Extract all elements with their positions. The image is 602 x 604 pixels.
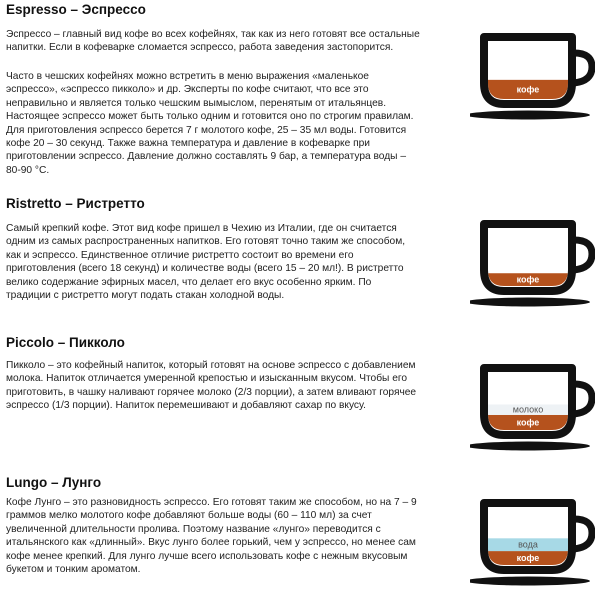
cup-diagram: [470, 216, 595, 311]
cup-handle: [574, 519, 592, 549]
cup-layer-label: кофе: [516, 84, 540, 95]
saucer: [470, 298, 590, 307]
cup-handle: [574, 384, 592, 414]
paragraph: Пикколо – это кофейный напиток, который готовят на основе эспрессо с добавлением молока. Напиток отличается умеренной крепостью и изысканным вкусом. Чтобы его приготовить, в чашку наливают горячее молоко (2/3 порции), а затем вливают горячее эспрессо (1/3 порции). Напиток перемешивают и добавляют сахар по вкусу.: [6, 360, 417, 412]
section-title: Espresso – Эспрессо: [6, 2, 146, 17]
paragraph: Кофе Лунго – это разновидность эспрессо. Его готовят таким же способом, но на 7 – 9 граммов мелко молотого кофе добавляют больше воды (60 – 110 мл) за счет увеличенной длительности пролива. Поэтому название «лунго» переводится с итальянского как «длинный». Вкус лунго более горький, чем у эспрессо, но менее сам кофе менее крепкий. Для лунго лучше всего использовать кофе с нежным вкусовым букетом и тонким ароматом.: [6, 497, 417, 576]
section-title: Piccolo – Пикколо: [6, 335, 125, 350]
saucer: [470, 442, 590, 451]
paragraph: Эспрессо – главный вид кофе во всех кофейнях, так как из него готовят все остальные напитки. Если в кофеварке сломается эспрессо, работа заведения застопорится.: [6, 29, 420, 54]
section-title: Ristretto – Ристретто: [6, 196, 145, 211]
saucer: [470, 577, 590, 586]
cup-layer-label: вода: [518, 539, 538, 550]
paragraph: Часто в чешских кофейнях можно встретить в меню выражения «маленькое эспрессо», «эспрессо пикколо» и др. Эксперты по кофе считают, что все это неправильно и является только чешским вымыслом, перенятым от итальянцев. Настоящее эспрессо может быть только одним и готовится оно по строгим правилам. Для приготовления эспрессо берется 7 г молотого кофе, 25 – 35 мл воды. Готовится кофе 20 – 30 секунд. Также важна температура и давление в кофеварке при приготовлении эспрессо. Давление должно составлять 9 бар, а температура воды – 80-90 °C.: [6, 71, 414, 176]
cup-layer-label: молоко: [512, 404, 544, 415]
cup-handle: [574, 240, 592, 270]
cup-diagram: [470, 29, 595, 124]
cup-layer-label: кофе: [516, 274, 540, 285]
cup-diagram: [470, 495, 595, 590]
section-title: Lungo – Лунго: [6, 475, 102, 490]
cup-layer-label: кофе: [516, 417, 540, 428]
cup-layer-label: кофе: [516, 553, 540, 564]
cup-handle: [574, 53, 592, 83]
saucer: [470, 111, 590, 120]
paragraph: Самый крепкий кофе. Этот вид кофе пришел в Чехию из Италии, где он считается одним из самых распространенных напитков. Его готовят точно таким же способом, как и эспрессо. Единственное отличие ристретто состоит во времени его приготовления (всего 18 секунд) и количестве воды (всего 15 – 20 мл!). В ристретто велико содержание эфирных масел, что делает его вкус особенно ярким. По традиции с ристретто могут подать стакан холодной воды.: [6, 223, 406, 302]
cup-diagram: [470, 360, 595, 455]
